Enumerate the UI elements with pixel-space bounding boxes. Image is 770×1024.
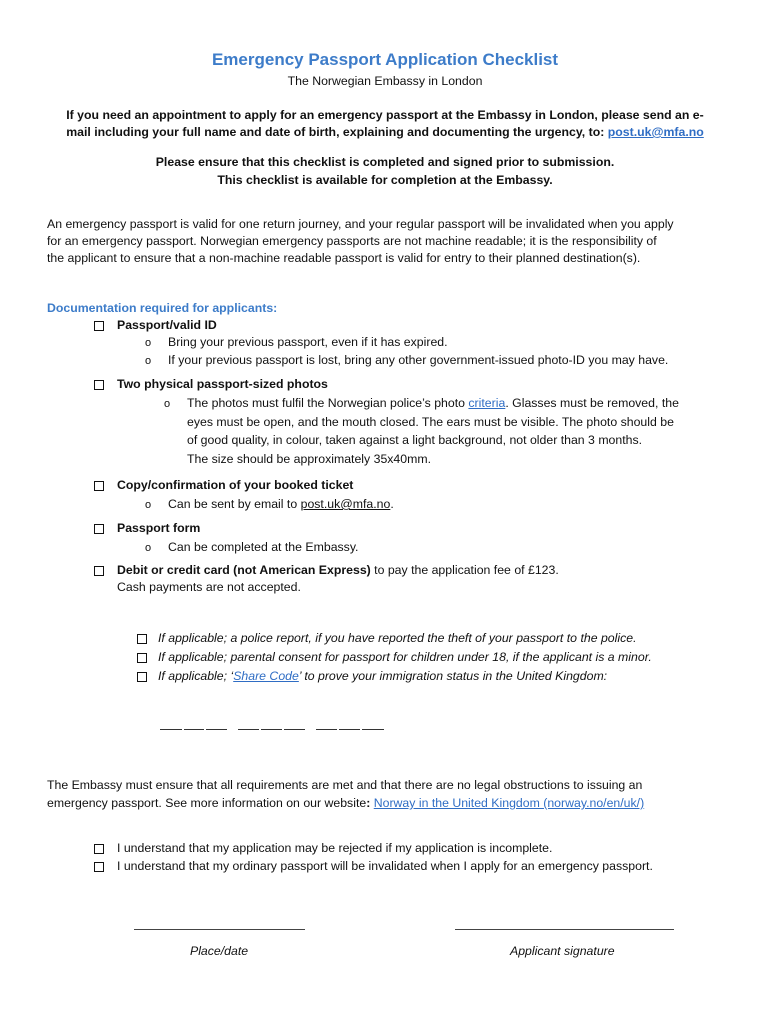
- share-code-blank[interactable]: [184, 729, 204, 730]
- payment-title-bold: Debit or credit card (not American Express): [117, 563, 371, 577]
- bullet-icon: o: [145, 337, 152, 349]
- payment-item-title: [117, 563, 559, 577]
- bullet-icon: o: [145, 355, 152, 367]
- validity-line-2: for an emergency passport. Norwegian emergency passports are not machine readable; it is the responsibility of: [47, 234, 657, 248]
- intro-line-1: If you need an appointment to apply for an emergency passport at the Embassy in London, please send an e-: [66, 108, 704, 122]
- bullet-icon: o: [145, 499, 152, 511]
- form-sub: Can be completed at the Embassy.: [168, 540, 359, 554]
- bullet-icon: o: [164, 398, 171, 410]
- police-report-text: If applicable; a police report, if you have reported the theft of your passport to the police.: [158, 631, 637, 645]
- parental-consent-text: If applicable; parental consent for passport for children under 18, if the applicant is a minor.: [158, 650, 652, 664]
- share-code-blank[interactable]: [284, 729, 305, 730]
- website-line-2-text: emergency passport. See more information on our website: [47, 796, 367, 810]
- police-report-checkbox[interactable]: [137, 634, 147, 644]
- passport-sub-2: If your previous passport is lost, bring any other government-issued photo-ID you may have.: [168, 353, 669, 367]
- ticket-sub-period: .: [390, 497, 394, 511]
- passport-checkbox[interactable]: [94, 321, 104, 331]
- payment-title-rest: to pay the application fee of £123.: [370, 563, 559, 577]
- form-item-title: Passport form: [117, 521, 201, 535]
- photos-line-1: [187, 394, 679, 413]
- share-code-text: [158, 669, 607, 683]
- photos-checkbox[interactable]: [94, 380, 104, 390]
- documentation-heading: Documentation required for applicants:: [47, 301, 278, 315]
- website-link[interactable]: Norway in the United Kingdom (norway.no/en/uk/): [373, 796, 645, 810]
- share-code-checkbox[interactable]: [137, 672, 147, 682]
- place-date-line[interactable]: [134, 929, 305, 930]
- intro-line-2: [0, 125, 770, 139]
- bullet-icon: o: [145, 542, 152, 554]
- criteria-link[interactable]: criteria: [468, 396, 506, 410]
- page-title: Emergency Passport Application Checklist: [211, 50, 559, 69]
- validity-paragraph: [47, 216, 737, 267]
- website-line-1: The Embassy must ensure that all requirements are met and that there are no legal obstructions to issuing an: [47, 778, 643, 792]
- ack-rejected-text: I understand that my application may be rejected if my application is incomplete.: [117, 841, 553, 855]
- ack-invalidated-text: I understand that my ordinary passport will be invalidated when I apply for an emergency passport.: [117, 859, 653, 873]
- notice-line-1: Please ensure that this checklist is completed and signed prior to submission.: [155, 155, 615, 169]
- signature-caption: Applicant signature: [510, 944, 615, 958]
- signature-line[interactable]: [455, 929, 674, 930]
- ticket-sub: [168, 495, 394, 514]
- validity-line-3: the applicant to ensure that a non-machine readable passport is valid for entry to their planned destination(s).: [47, 251, 641, 265]
- notice-line-2: This checklist is available for completion at the Embassy.: [217, 173, 553, 187]
- photos-line-3: of good quality, in colour, taken against a light background, not older than 3 months.: [187, 433, 643, 447]
- intro-line-2-text: mail including your full name and date of birth, explaining and documenting the urgency, to:: [66, 125, 605, 139]
- photos-line-1-rest: . Glasses must be removed, the: [505, 396, 679, 410]
- photos-line-4: The size should be approximately 35x40mm.: [187, 452, 432, 466]
- ticket-sub-text: Can be sent by email to: [168, 497, 301, 511]
- passport-sub-1: Bring your previous passport, even if it has expired.: [168, 335, 448, 349]
- share-code-blank[interactable]: [160, 729, 182, 730]
- payment-line-2: Cash payments are not accepted.: [117, 580, 301, 594]
- website-line-2: [47, 796, 644, 810]
- validity-line-1: An emergency passport is valid for one return journey, and your regular passport will be invalidated when you apply: [47, 217, 674, 231]
- photos-line-1-text: The photos must fulfil the Norwegian police’s photo: [187, 396, 469, 410]
- place-date-caption: Place/date: [190, 944, 249, 958]
- ack-rejected-checkbox[interactable]: [94, 844, 104, 854]
- ticket-item-title: Copy/confirmation of your booked ticket: [117, 478, 354, 492]
- share-code-blank[interactable]: [261, 729, 282, 730]
- share-code-blank[interactable]: [238, 729, 259, 730]
- ack-invalidated-checkbox[interactable]: [94, 862, 104, 872]
- share-code-link[interactable]: Share Code: [233, 669, 299, 683]
- share-code-blank[interactable]: [339, 729, 360, 730]
- photos-line-2: eyes must be open, and the mouth closed. The ears must be visible. The photo should be: [187, 415, 674, 429]
- ticket-email-link[interactable]: post.uk@mfa.no: [300, 497, 391, 511]
- parental-consent-checkbox[interactable]: [137, 653, 147, 663]
- form-checkbox[interactable]: [94, 524, 104, 534]
- share-code-post: ’ to prove your immigration status in the United Kingdom:: [298, 669, 608, 683]
- page-subtitle: The Norwegian Embassy in London: [287, 74, 483, 88]
- contact-email-link[interactable]: post.uk@mfa.no: [607, 125, 704, 139]
- share-code-blank[interactable]: [316, 729, 337, 730]
- share-code-pre: If applicable; ‘: [158, 669, 234, 683]
- payment-checkbox[interactable]: [94, 566, 104, 576]
- share-code-blank[interactable]: [362, 729, 384, 730]
- passport-item-title: Passport/valid ID: [117, 318, 217, 332]
- ticket-checkbox[interactable]: [94, 481, 104, 491]
- share-code-blank[interactable]: [206, 729, 227, 730]
- website-colon: :: [366, 796, 371, 810]
- photos-item-title: Two physical passport-sized photos: [117, 377, 328, 391]
